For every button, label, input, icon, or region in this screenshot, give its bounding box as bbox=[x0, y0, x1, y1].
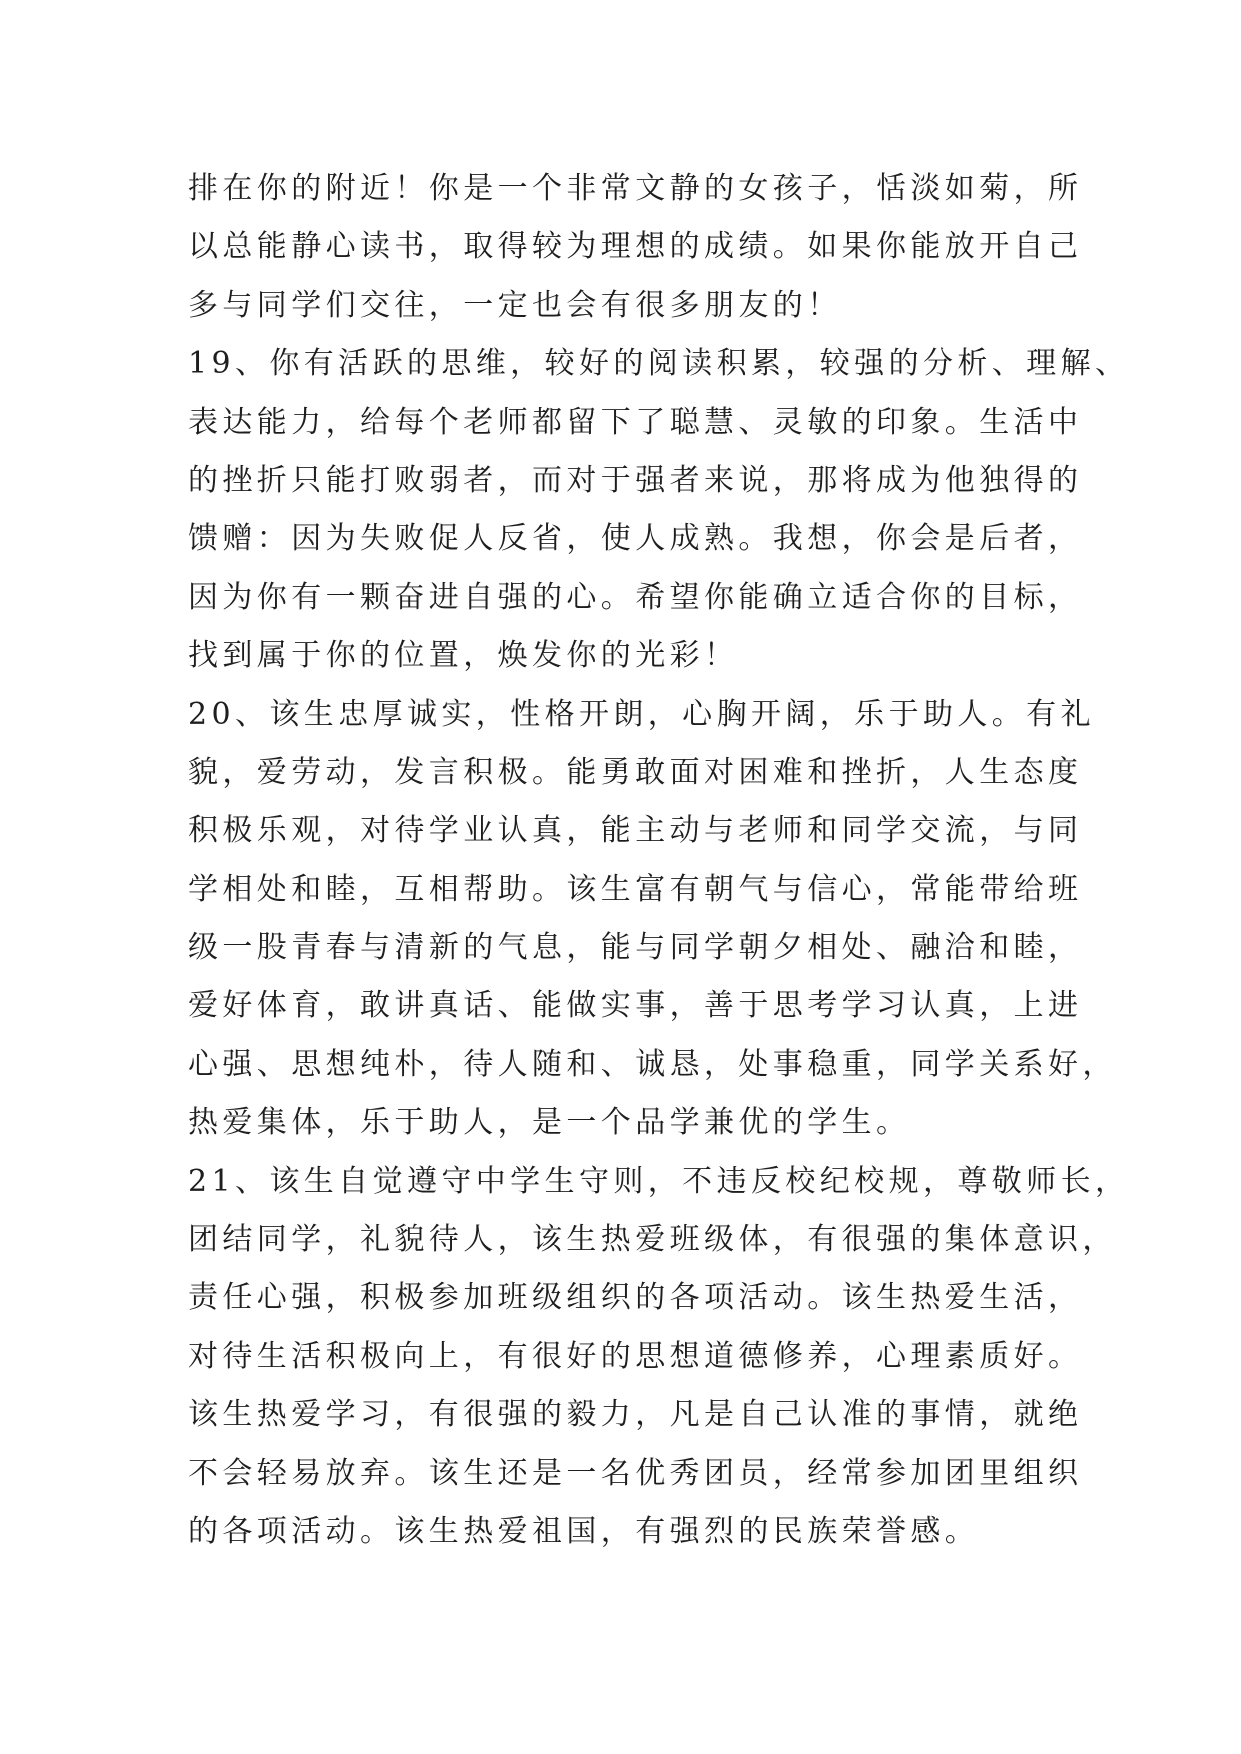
body-text bbox=[188, 160, 1130, 1561]
text-line: 心强、思想纯朴，待人随和、诚恳，处事稳重，同学关系好， bbox=[188, 1046, 1117, 1082]
text-line: 多与同学们交往，一定也会有很多朋友的！ bbox=[188, 287, 842, 323]
text-line: 19、你有活跃的思维，较好的阅读积累，较强的分析、理解、 bbox=[188, 346, 1130, 382]
text-line: 表达能力，给每个老师都留下了聪慧、灵敏的印象。生活中 bbox=[188, 404, 1083, 440]
text-line: 貌，爱劳动，发言积极。能勇敢面对困难和挫折，人生态度 bbox=[188, 754, 1083, 790]
text-line: 热爱集体，乐于助人，是一个品学兼优的学生。 bbox=[188, 1105, 911, 1141]
text-line: 该生热爱学习，有很强的毅力，凡是自己认准的事情，就绝 bbox=[188, 1397, 1083, 1433]
text-line: 对待生活积极向上，有很好的思想道德修养，心理素质好。 bbox=[188, 1338, 1083, 1374]
text-line: 以总能静心读书，取得较为理想的成绩。如果你能放开自己 bbox=[188, 229, 1083, 265]
text-line: 的挫折只能打败弱者，而对于强者来说，那将成为他独得的 bbox=[188, 462, 1083, 498]
text-line: 21、该生自觉遵守中学生守则，不违反校纪校规，尊敬师长， bbox=[188, 1163, 1130, 1199]
text-line: 积极乐观，对待学业认真，能主动与老师和同学交流，与同 bbox=[188, 813, 1083, 849]
text-line: 馈赠：因为失败促人反省，使人成熟。我想，你会是后者， bbox=[188, 521, 1083, 557]
text-line: 因为你有一颗奋进自强的心。希望你能确立适合你的目标， bbox=[188, 579, 1083, 615]
text-line: 爱好体育，敢讲真话、能做实事，善于思考学习认真，上进 bbox=[188, 988, 1083, 1024]
text-line: 责任心强，积极参加班级组织的各项活动。该生热爱生活， bbox=[188, 1280, 1083, 1316]
text-line: 团结同学，礼貌待人，该生热爱班级体，有很强的集体意识， bbox=[188, 1222, 1117, 1258]
text-line: 学相处和睦，互相帮助。该生富有朝气与信心，常能带给班 bbox=[188, 871, 1083, 907]
text-line: 不会轻易放弃。该生还是一名优秀团员，经常参加团里组织 bbox=[188, 1455, 1083, 1491]
text-line: 级一股青春与清新的气息，能与同学朝夕相处、融洽和睦， bbox=[188, 930, 1083, 966]
text-line: 的各项活动。该生热爱祖国，有强烈的民族荣誉感。 bbox=[188, 1513, 980, 1549]
text-line: 找到属于你的位置，焕发你的光彩！ bbox=[188, 638, 739, 674]
text-line: 排在你的附近！你是一个非常文静的女孩子，恬淡如菊，所 bbox=[188, 171, 1083, 206]
text-line: 20、该生忠厚诚实，性格开朗，心胸开阔，乐于助人。有礼 bbox=[188, 696, 1095, 732]
